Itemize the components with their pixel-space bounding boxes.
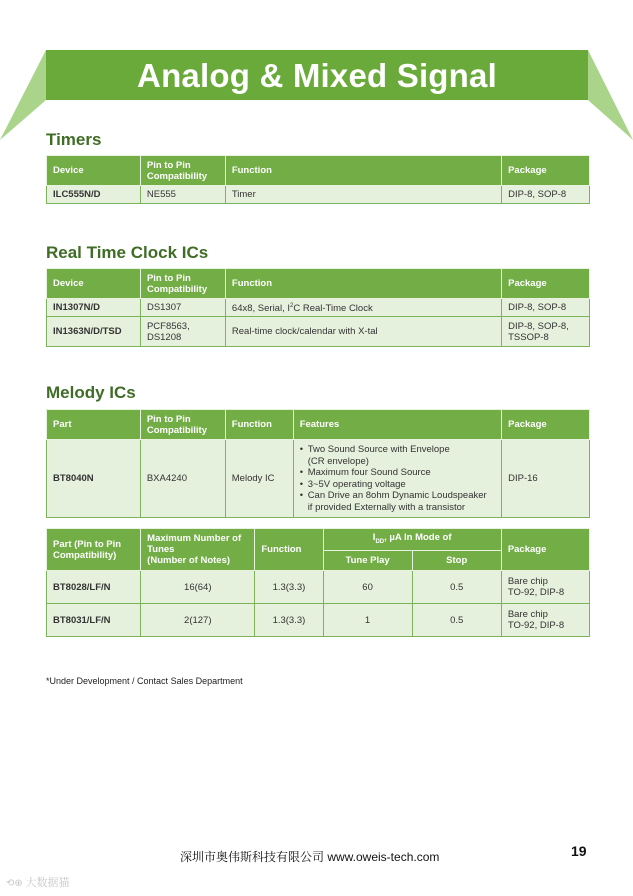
header-device: Device	[47, 156, 141, 186]
cell-tunes: 16(64)	[141, 571, 255, 604]
cell-stop: 0.5	[412, 571, 501, 604]
banner-wing-left	[0, 50, 46, 140]
cell-function: Real-time clock/calendar with X-tal	[225, 317, 501, 347]
cell-part: BT8040N	[47, 440, 141, 518]
footer-company: 深圳市奥伟斯科技有限公司 www.oweis-tech.com	[180, 850, 440, 864]
header-function: Function	[225, 156, 501, 186]
header-part: Part (Pin to Pin Compatibility)	[47, 529, 141, 571]
tunes-line: Maximum Number of Tunes	[147, 533, 242, 555]
rtc-table	[46, 268, 590, 347]
package-line: DIP-8, SOP-8,	[508, 320, 569, 332]
cell-device: IN1307N/D	[47, 299, 141, 317]
cell-part: BT8028/LF/N	[47, 571, 141, 604]
table-row	[47, 299, 590, 317]
cell-package	[501, 571, 589, 604]
header-package: Package	[502, 156, 590, 186]
feature-item: • 3~5V operating voltage	[300, 479, 495, 491]
cell-package: DIP-8, SOP-8	[502, 299, 590, 317]
header-function: Function	[225, 269, 501, 299]
cell-tunes: 2(127)	[141, 604, 255, 637]
melody2-table	[46, 528, 590, 637]
package-line: Bare chip	[507, 576, 548, 587]
header-package: Package	[502, 410, 590, 440]
cell-function: 1.3(3.3)	[255, 571, 323, 604]
header-function: Function	[255, 529, 323, 571]
footnote: *Under Development / Contact Sales Department	[46, 676, 243, 686]
table-row	[47, 571, 590, 604]
function-sup: 2	[290, 303, 294, 309]
feature-text: (CR envelope)	[307, 455, 369, 467]
cell-features	[293, 440, 501, 518]
idd-rest: , µA In Mode of	[384, 531, 452, 543]
timers-title: Timers	[46, 130, 102, 149]
header-function: Function	[225, 410, 293, 440]
feature-text: if provided Externally with a transistor	[307, 501, 466, 513]
feature-item: • Can Drive an 8ohm Dynamic Loudspeaker	[300, 490, 495, 502]
watermark-icon: ⟲⊕	[6, 878, 26, 889]
cell-device: ILC555N/D	[47, 186, 141, 204]
feature-item: • Maximum four Sound Source	[300, 467, 495, 479]
header-package: Package	[501, 529, 589, 571]
header-package: Package	[502, 269, 590, 299]
header-features: Features	[293, 410, 501, 440]
header-part: Part	[47, 410, 141, 440]
compat-line: PCF8563,	[146, 320, 190, 332]
cell-device: IN1363N/D/TSD	[47, 317, 141, 347]
watermark-text: 大数据猫	[25, 877, 70, 889]
feature-item-cont	[300, 456, 495, 468]
table-row	[47, 604, 590, 637]
compat-line: DS1208	[146, 331, 182, 343]
header-tunes	[141, 529, 255, 571]
header-compat: Pin to Pin Compatibility	[140, 410, 225, 440]
cell-package	[502, 317, 590, 347]
header-device: Device	[47, 269, 141, 299]
function-text: 64x8, Serial, I	[231, 303, 290, 315]
header-tune-play: Tune Play	[323, 551, 412, 571]
header-compat: Pin to Pin Compatibility	[140, 269, 225, 299]
header-idd	[323, 529, 501, 551]
package-line: TO-92, DIP-8	[507, 587, 565, 598]
cell-function: Melody IC	[225, 440, 293, 518]
cell-tune-play: 60	[323, 571, 412, 604]
idd-sub: DD	[375, 538, 385, 545]
cell-compat: BXA4240	[140, 440, 225, 518]
cell-package: DIP-16	[502, 440, 590, 518]
features-list	[300, 444, 495, 513]
banner-wing-right	[588, 50, 633, 140]
table-row	[47, 440, 590, 518]
package-line: TSSOP-8	[508, 331, 549, 343]
watermark	[6, 874, 70, 890]
header-stop: Stop	[412, 551, 501, 571]
cell-package	[501, 604, 589, 637]
cell-part: BT8031/LF/N	[47, 604, 141, 637]
melody-table	[46, 409, 590, 518]
cell-function: 1.3(3.3)	[255, 604, 323, 637]
cell-function: Timer	[225, 186, 501, 204]
timers-table	[46, 155, 590, 204]
cell-compat: NE555	[140, 186, 225, 204]
melody-title: Melody ICs	[46, 383, 136, 402]
header-compat: Pin to Pin Compatibility	[140, 156, 225, 186]
cell-function	[225, 299, 501, 317]
cell-compat: DS1307	[140, 299, 225, 317]
idd-text: I	[372, 531, 376, 543]
banner-title: Analog & Mixed Signal	[46, 50, 588, 100]
rtc-title: Real Time Clock ICs	[46, 243, 209, 262]
cell-package: DIP-8, SOP-8	[502, 186, 590, 204]
feature-item: • Two Sound Source with Envelope	[300, 444, 495, 456]
table-row	[47, 186, 590, 204]
cell-stop: 0.5	[412, 604, 501, 637]
feature-item-cont	[300, 502, 495, 514]
tunes-line: (Number of Notes)	[147, 555, 231, 566]
function-text-rest: C Real-Time Clock	[293, 303, 373, 315]
cell-tune-play: 1	[323, 604, 412, 637]
package-line: TO-92, DIP-8	[507, 620, 565, 631]
cell-compat	[140, 317, 225, 347]
package-line: Bare chip	[507, 609, 548, 620]
table-row	[47, 317, 590, 347]
page-number: 19	[571, 843, 587, 859]
